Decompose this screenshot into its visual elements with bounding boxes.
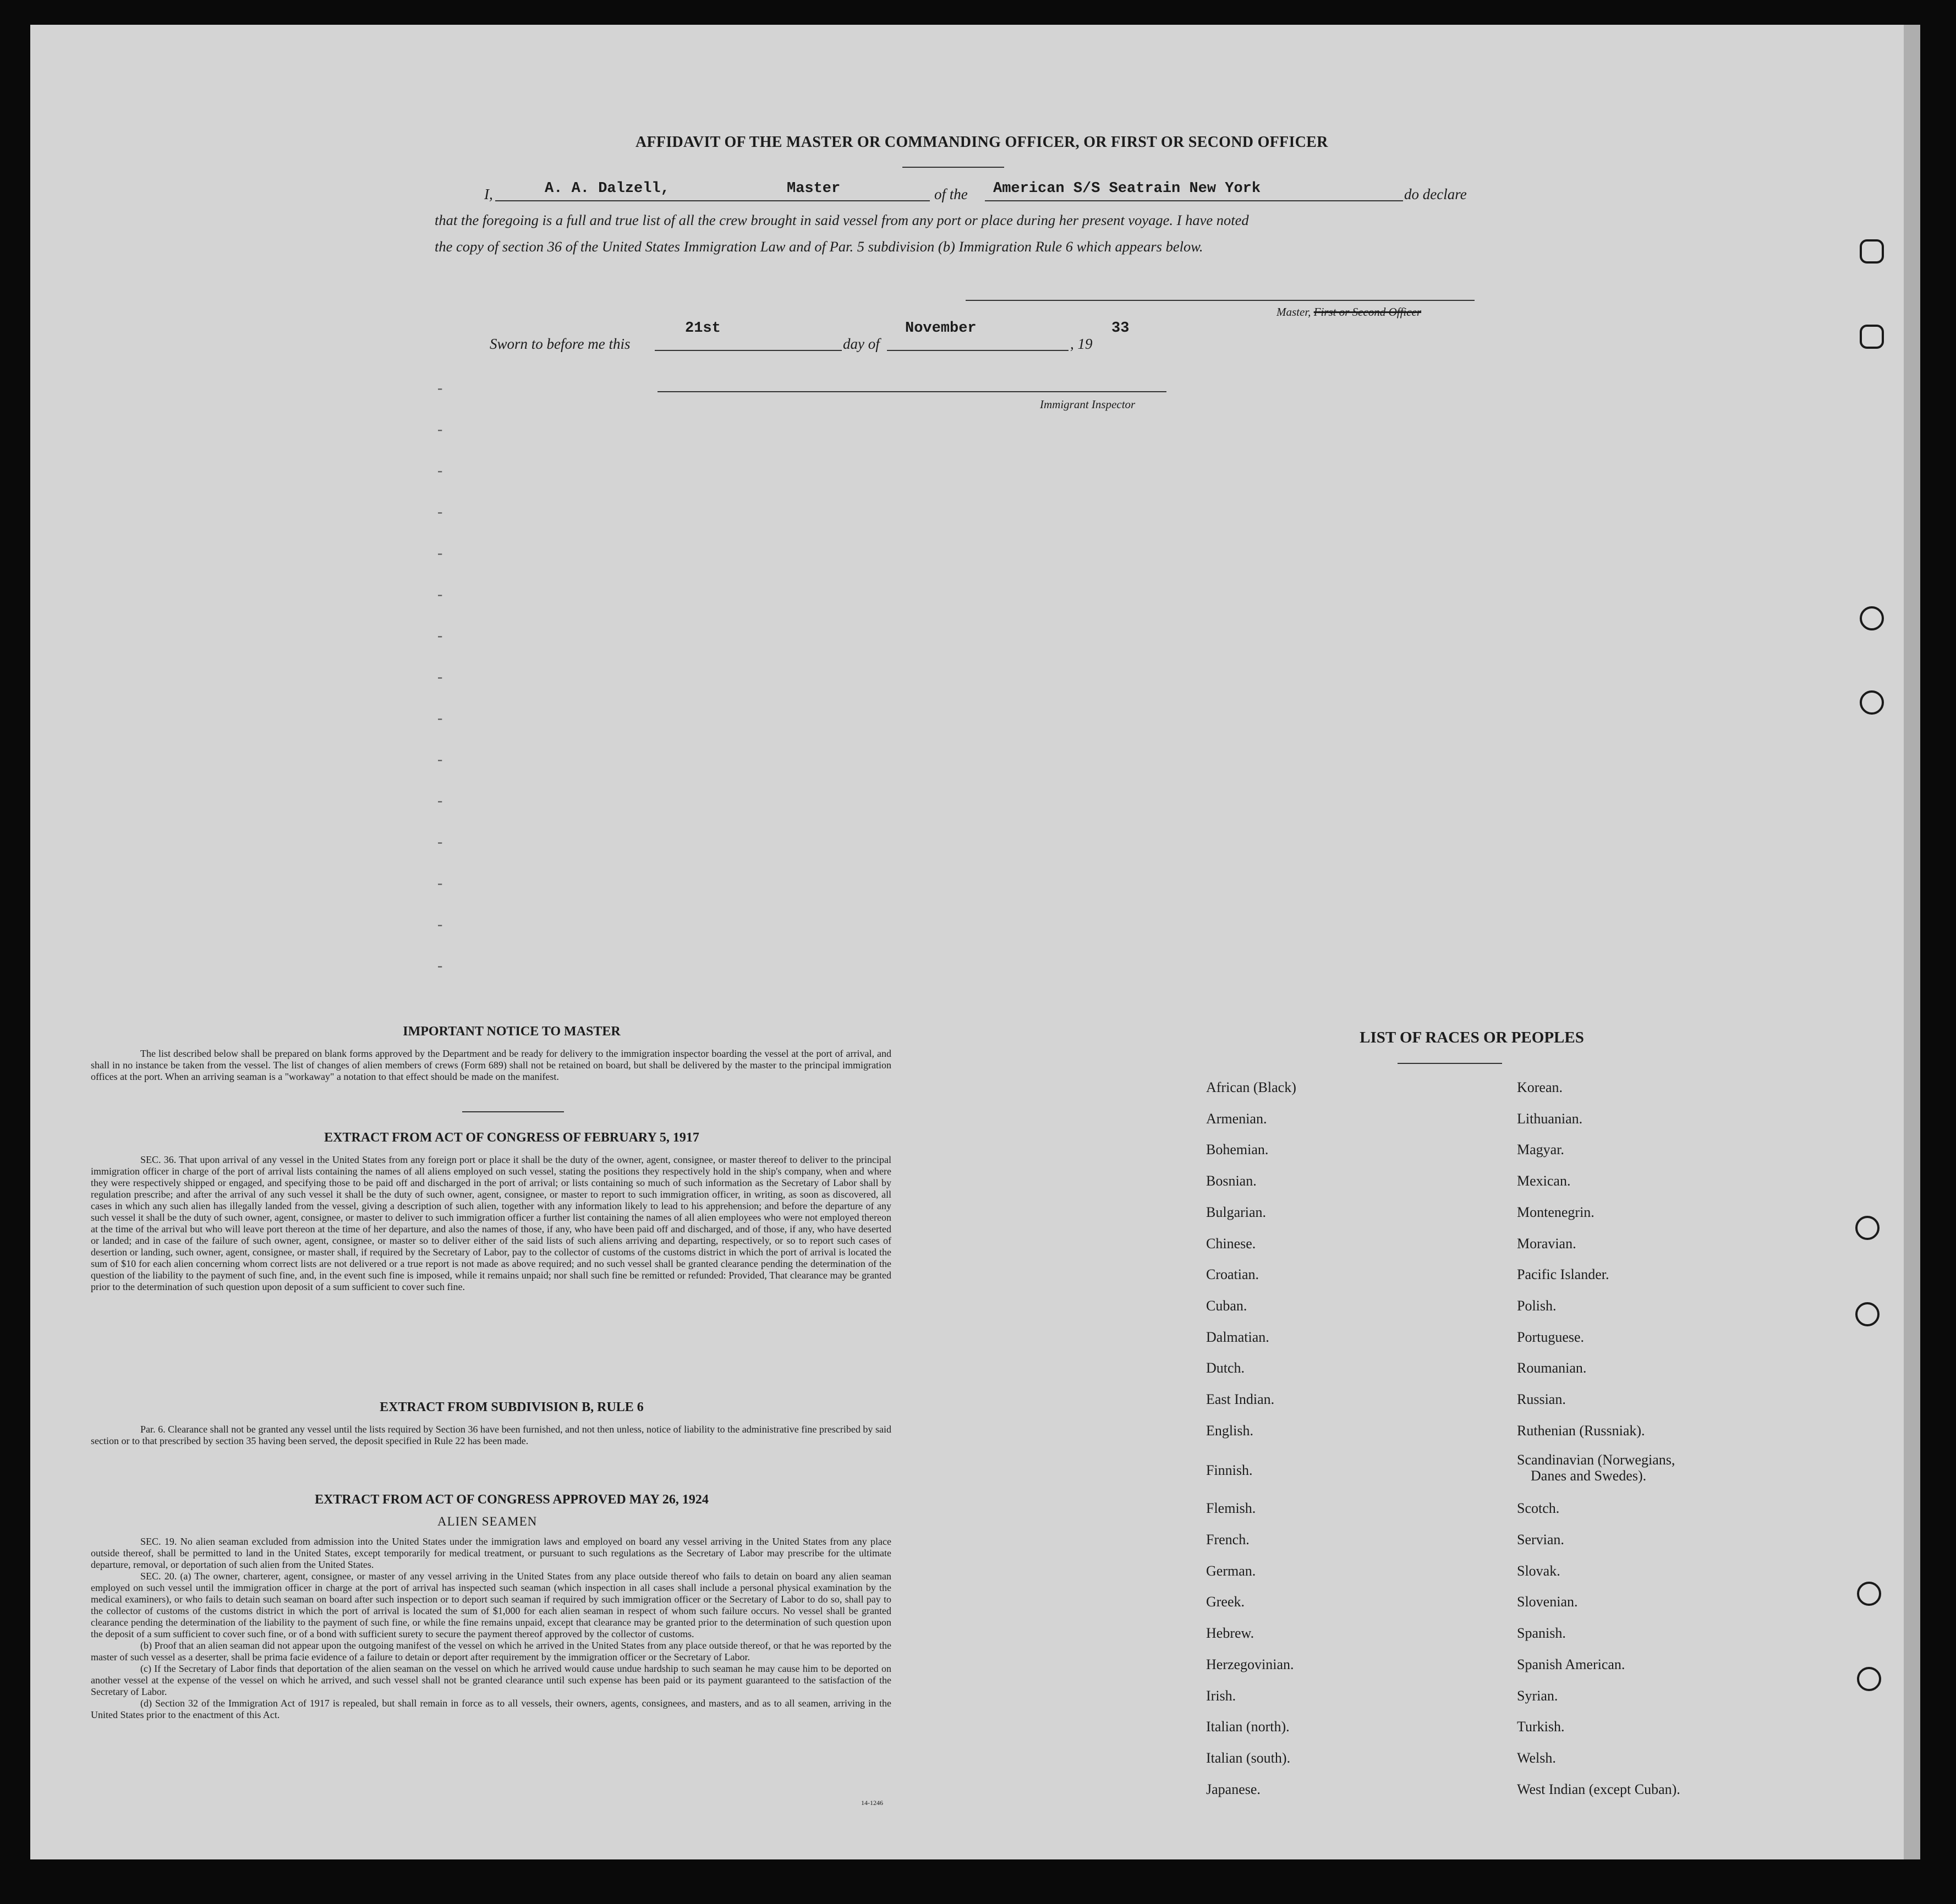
race-item: Bohemian. <box>1206 1142 1269 1157</box>
sec-20c-text: (c) If the Secretary of Labor finds that deportation of the alien seaman on the vessel on which he arrived would cause undue hardship to such seaman he may cause him to be deported on another vessel at the expense of the vessel on which he arrived, and such vessel shall not be granted clearance until such expense has been paid or its payment guaranteed to the satisfaction of the Secretary of Labor. <box>91 1663 891 1697</box>
alien-seamen-subtitle: ALIEN SEAMEN <box>437 1515 538 1528</box>
sworn-label: Sworn to before me this <box>490 336 631 352</box>
extract-1917-title: EXTRACT FROM ACT OF CONGRESS OF FEBRUARY 5, 1917 <box>324 1131 699 1145</box>
race-item: Servian. <box>1517 1532 1564 1548</box>
master-caption-label: Master, <box>1276 305 1311 319</box>
race-item: Danes and Swedes). <box>1531 1468 1647 1484</box>
race-item: Dutch. <box>1206 1360 1245 1376</box>
race-item: Slovenian. <box>1517 1594 1578 1610</box>
race-item: English. <box>1206 1423 1253 1439</box>
race-item: Turkish. <box>1517 1719 1565 1735</box>
race-item: Bulgarian. <box>1206 1204 1267 1220</box>
declaration-line-3: the copy of section 36 of the United States Immigration Law and of Par. 5 subdivision (b) Immigration Rule 6 which appears below. <box>435 238 1203 255</box>
margin-mark: - <box>437 875 443 892</box>
race-item: French. <box>1206 1532 1250 1548</box>
master-caption <box>1276 305 1421 319</box>
margin-mark: - <box>437 586 443 603</box>
section-36-text: SEC. 36. That upon arrival of any vessel in the United States from any foreign port or place it shall be the duty of the owner, agent, consignee, or master thereof to deliver to the principal immigration officer in charge of the port of arrival lists containing the names of all aliens employed on such vessel, stating the positions they respectively hold in the ship's company, when and where they were respectively shipped or engaged, and specifying those to be paid off and discharged in the port of arrival; or lists containing so much of such information as the Secretary of Labor shall by regulation prescribe; and after the arrival of any such vessel it shall be the duty of such owner, agent, consignee, or master to report to such immigration officer, in writing, as soon as discovered, all cases in which any such alien has illegally landed from the vessel, giving a description of such alien, together with any information likely to lead to his apprehension; and before the departure of any such vessel it shall be the duty of such owner, agent, consignee, or master to deliver to such immigration officer a further list containing the names of all alien employees who were not employed thereon at the time of the arrival but who will leave port thereon at the time of her departure, and also the names of those, if any, who have been paid off and discharged, and of those, if any, who have deserted or landed; and in case of the failure of such owner, agent, consignee, or master so to deliver either of the said lists of such aliens arriving and departing, respectively, or so to report such cases of desertion or landing, such owner, agent, consignee, or master shall, if required by the Secretary of Labor, pay to the collector of customs of the customs district in which the port of arrival is located the sum of $10 for each alien concerning whom correct lists are not delivered or a true report is not made as above required; and no such vessel shall be granted clearance pending the determination of the question of the liability to the payment of such fine, and, in the event such fine is imposed, while it remains unpaid; nor shall such fine be remitted or refunded: Provided, That clearance may be granted prior to the determination of such question upon deposit of a sum sufficient to cover such fine. <box>91 1154 891 1292</box>
race-item: German. <box>1206 1563 1256 1579</box>
sworn-month-line <box>887 350 1069 351</box>
par-6-text: Par. 6. Clearance shall not be granted any vessel until the lists required by Section 36 have been furnished, and not then unless, notice of liability to the administrative fine prescribed by said section or to that prescribed by section 35 having been served, the deposit specified in Rule 22 has been made. <box>91 1424 891 1446</box>
margin-mark: - <box>437 627 443 644</box>
race-item: Flemish. <box>1206 1500 1256 1516</box>
sworn-year: 33 <box>1111 320 1130 337</box>
inspector-caption: Immigrant Inspector <box>1040 398 1136 411</box>
sec-19-text: SEC. 19. No alien seaman excluded from admission into the United States under the immigration laws and employed on board any vessel arriving in the United States from any place outside thereof, shall be permitted to land in the United States, except temporarily for medical treatment, or pursuant to such regulations as the Secretary of Labor may prescribe for the ultimate departure, removal, or deportation of such alien from the United States. <box>91 1536 891 1570</box>
race-item: Slovak. <box>1517 1563 1560 1579</box>
race-item: Russian. <box>1517 1391 1566 1407</box>
notice-title: IMPORTANT NOTICE TO MASTER <box>403 1024 621 1039</box>
inspector-signature-line <box>658 391 1166 392</box>
binder-hole <box>1855 1302 1880 1326</box>
binder-hole <box>1855 1216 1880 1240</box>
binder-hole <box>1857 1667 1881 1691</box>
race-item: Polish. <box>1517 1298 1557 1314</box>
race-item: Finnish. <box>1206 1462 1253 1478</box>
race-item: Montenegrin. <box>1517 1204 1595 1220</box>
race-item: Italian (north). <box>1206 1719 1290 1735</box>
race-item: West Indian (except Cuban). <box>1517 1781 1680 1797</box>
race-item: Scotch. <box>1517 1500 1560 1516</box>
margin-mark: - <box>437 957 443 974</box>
vessel-name: American S/S Seatrain New York <box>993 180 1261 197</box>
binder-hole <box>1860 690 1884 715</box>
master-name: A. A. Dalzell, <box>545 180 670 197</box>
margin-mark: - <box>437 833 443 851</box>
race-item: Japanese. <box>1206 1781 1261 1797</box>
race-item: Magyar. <box>1517 1142 1564 1157</box>
race-item: Mexican. <box>1517 1173 1571 1189</box>
form-number: 14-1246 <box>861 1799 883 1807</box>
of-the-label: of the <box>934 186 968 202</box>
sec-20d-text: (d) Section 32 of the Immigration Act of 1917 is repealed, but shall remain in force as to all vessels, their owners, agents, consignees, and masters, and as to all seamen, arriving in the United States prior to the enactment of this Act. <box>91 1698 891 1720</box>
day-of-label: day of <box>843 336 880 352</box>
declaration-line-2: that the foregoing is a full and true list of all the crew brought in said vessel from any port or place during her present voyage. I have noted <box>435 212 1249 228</box>
i-prefix: I, <box>484 186 493 202</box>
race-item: Roumanian. <box>1517 1360 1587 1376</box>
race-item: Irish. <box>1206 1688 1236 1704</box>
binder-hole <box>1860 325 1884 349</box>
race-item: Hebrew. <box>1206 1625 1254 1641</box>
sworn-month: November <box>905 320 977 337</box>
notice-body: The list described below shall be prepared on blank forms approved by the Department and be ready for delivery to the immigration inspector boarding the vessel at the port of arrival, and shall in no instance be taken from the vessel. The list of changes of alien members of crews (Form 689) shall not be retained on board, but shall be delivered by the master to the principal immigration offices at the port. When an arriving seaman is a "workaway" a notation to that effect should be made on the manifest. <box>91 1048 891 1082</box>
race-item: Spanish. <box>1517 1625 1566 1641</box>
race-item: Lithuanian. <box>1517 1111 1583 1127</box>
year-prefix: , 19 <box>1070 336 1093 352</box>
extract-1924-title: EXTRACT FROM ACT OF CONGRESS APPROVED MAY 26, 1924 <box>315 1493 709 1507</box>
extract-1917-block <box>91 1154 891 1293</box>
notice-block <box>91 1048 891 1083</box>
race-item: Spanish American. <box>1517 1656 1625 1672</box>
title-rule <box>902 167 1004 168</box>
affidavit-title: AFFIDAVIT OF THE MASTER OR COMMANDING OFFICER, OR FIRST OR SECOND OFFICER <box>635 134 1328 151</box>
race-item: Pacific Islander. <box>1517 1266 1609 1282</box>
sworn-day: 21st <box>685 320 721 337</box>
race-item: Chinese. <box>1206 1236 1256 1252</box>
rule-6-block <box>91 1424 891 1447</box>
race-item: Ruthenian (Russniak). <box>1517 1423 1645 1439</box>
race-item: Syrian. <box>1517 1688 1558 1704</box>
race-item: Portuguese. <box>1517 1329 1585 1345</box>
race-item: Bosnian. <box>1206 1173 1257 1189</box>
race-item: Moravian. <box>1517 1236 1576 1252</box>
struck-officer-caption: First or Second Officer <box>1313 305 1422 319</box>
race-item: Dalmatian. <box>1206 1329 1269 1345</box>
margin-mark: - <box>437 380 443 397</box>
rule-6-title: EXTRACT FROM SUBDIVISION B, RULE 6 <box>380 1400 644 1414</box>
race-item: Italian (south). <box>1206 1750 1291 1766</box>
sec-20a-text: SEC. 20. (a) The owner, charterer, agent, consignee, or master of any vessel arriving in the United States from any place outside thereof who fails to detain on board any alien seaman employed on such vessel until the immigration officer in charge at the port of arrival has inspected such seaman (which inspection in all cases shall include a personal physical examination by the medical examiners), or who fails to detain such seaman on board after such inspection or to deport such seaman if required by such immigration officer or the Secretary of Labor to do so, shall pay to the collector of customs of the customs district in which the port of arrival is located the sum of $1,000 for each alien seaman in respect of whom such failure occurs. No vessel shall be granted clearance pending the determination of the liability to the payment of such fine, or while the fine remains unpaid, except that clearance may be granted prior to the determination of such question upon the deposit of a sum sufficient to cover such fine, or of a bond with sufficient surety to secure the payment thereof approved by the collector of customs. <box>91 1571 891 1639</box>
notice-rule <box>462 1111 564 1112</box>
margin-mark: - <box>437 668 443 685</box>
race-item: Armenian. <box>1206 1111 1267 1127</box>
race-item: Korean. <box>1517 1079 1563 1095</box>
margin-mark: - <box>437 503 443 520</box>
margin-mark: - <box>437 462 443 479</box>
race-item: East Indian. <box>1206 1391 1275 1407</box>
margin-mark: - <box>437 421 443 438</box>
do-declare-label: do declare <box>1404 186 1467 202</box>
margin-mark: - <box>437 545 443 562</box>
master-rank: Master <box>787 180 841 197</box>
race-item: Scandinavian (Norwegians, <box>1517 1452 1675 1468</box>
margin-mark: - <box>437 710 443 727</box>
race-item: African (Black) <box>1206 1079 1296 1095</box>
binder-hole <box>1860 239 1884 264</box>
vessel-line <box>985 200 1403 201</box>
master-signature-line <box>966 300 1475 301</box>
margin-mark: - <box>437 916 443 933</box>
margin-mark: - <box>437 792 443 809</box>
race-item: Cuban. <box>1206 1298 1247 1314</box>
races-title: LIST OF RACES OR PEOPLES <box>1360 1029 1584 1046</box>
sworn-day-line <box>655 350 842 351</box>
extract-1924-block <box>91 1536 891 1721</box>
races-rule <box>1398 1063 1502 1064</box>
name-line <box>495 200 930 201</box>
sec-20b-text: (b) Proof that an alien seaman did not appear upon the outgoing manifest of the vessel on which he arrived in the United States from any place outside thereof, or that he was reported by the master of such vessel as a deserter, shall be prima facie evidence of a failure to detain or deport after requirement by the immigration officer or the Secretary of Labor. <box>91 1640 891 1662</box>
margin-mark: - <box>437 751 443 768</box>
race-item: Welsh. <box>1517 1750 1556 1766</box>
race-item: Croatian. <box>1206 1266 1259 1282</box>
race-item: Herzegovinian. <box>1206 1656 1294 1672</box>
binder-hole <box>1857 1582 1881 1606</box>
binder-hole <box>1860 606 1884 630</box>
race-item: Greek. <box>1206 1594 1245 1610</box>
